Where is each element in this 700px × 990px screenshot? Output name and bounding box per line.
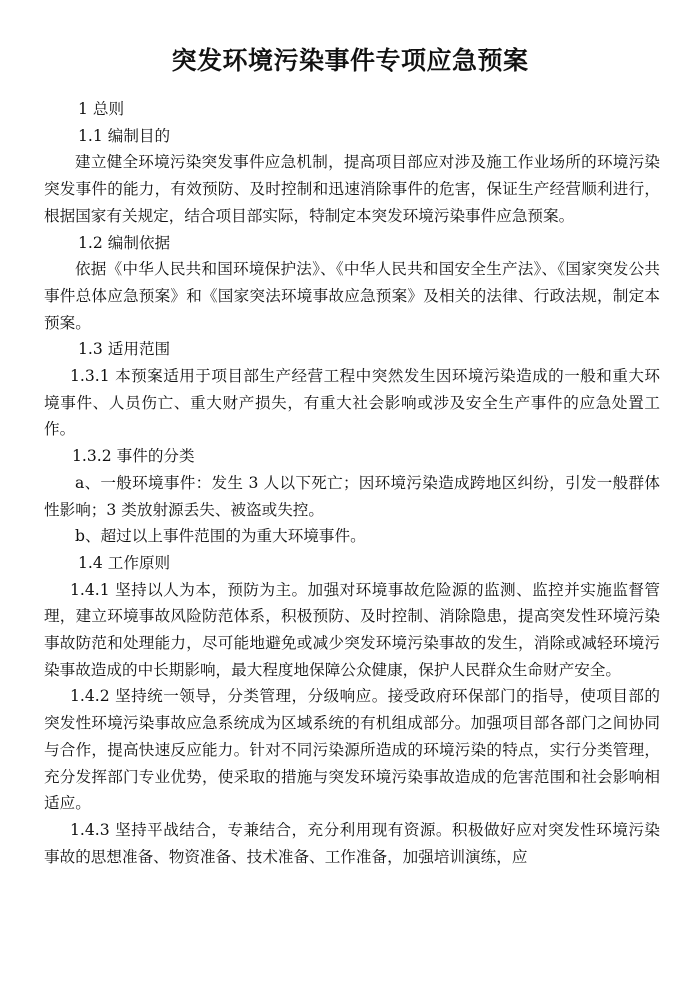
paragraph-1-4-2: 1.4.2 坚持统一领导，分类管理，分级响应。接受政府环保部门的指导，使项目部的突发性环境污染事故应急系统成为区域系统的有机组成部分。加强项目部各部门之间协同与合作，提高快速反应能力。针对不同污染源所造成的环境污染的特点，实行分类管理，充分发挥部门专业优势，使采取的措施与突发环境污染事故造成的危害范围和社会影响相适应。	[44, 687, 660, 813]
section-heading-1-4: 1.4 工作原则	[78, 553, 171, 572]
paragraph-basis: 依据《中华人民共和国环境保护法》、《中华人民共和国安全生产法》、《国家突发公共事件总体应急预案》和《国家突法环境事故应急预案》及相关的法律、行政法规，制定本预案。	[44, 260, 660, 332]
section-heading-1-3: 1.3 适用范围	[78, 340, 171, 359]
paragraph-1-3-1: 1.3.1 本预案适用于项目部生产经营工程中突然发生因环境污染造成的一般和重大环境事件、人员伤亡、重大财产损失，有重大社会影响或涉及安全生产事件的应急处置工作。	[44, 367, 660, 439]
document-body	[44, 96, 660, 870]
paragraph-1-4-3: 1.4.3 坚持平战结合，专兼结合，充分利用现有资源。积极做好应对突发性环境污染事故的思想准备、物资准备、技术准备、工作准备，加强培训演练，应	[44, 820, 660, 866]
paragraph-event-type-b: b、超过以上事件范围的为重大环境事件。	[75, 527, 366, 546]
section-heading-1-1: 1.1 编制目的	[78, 126, 171, 145]
paragraph-event-type-a: a、一般环境事件：发生 3 人以下死亡；因环境污染造成跨地区纠纷，引发一般群体性影响；3 类放射源丢失、被盗或失控。	[44, 473, 660, 519]
paragraph-1-4-1: 1.4.1 坚持以人为本，预防为主。加强对环境事故危险源的监测、监控并实施监督管理，建立环境事故风险防范体系，积极预防、及时控制、消除隐患，提高突发性环境污染事故防范和处理能力，尽可能地避免或减少突发环境污染事故的发生，消除或减轻环境污染事故造成的中长期影响，最大程度地保障公众健康，保护人民群众生命财产安全。	[44, 580, 660, 679]
section-heading-1: 1 总则	[78, 100, 125, 118]
document-title: 突发环境污染事件专项应急预案	[171, 46, 529, 75]
section-heading-1-3-2: 1.3.2 事件的分类	[72, 447, 195, 466]
paragraph-purpose: 建立健全环境污染突发事件应急机制，提高项目部应对涉及施工作业场所的环境污染突发事件的能力，有效预防、及时控制和迅速消除事件的危害，保证生产经营顺利进行，根据国家有关规定，结合项目部实际，特制定本突发环境污染事件应急预案。	[44, 153, 660, 225]
section-heading-1-2: 1.2 编制依据	[78, 233, 171, 252]
